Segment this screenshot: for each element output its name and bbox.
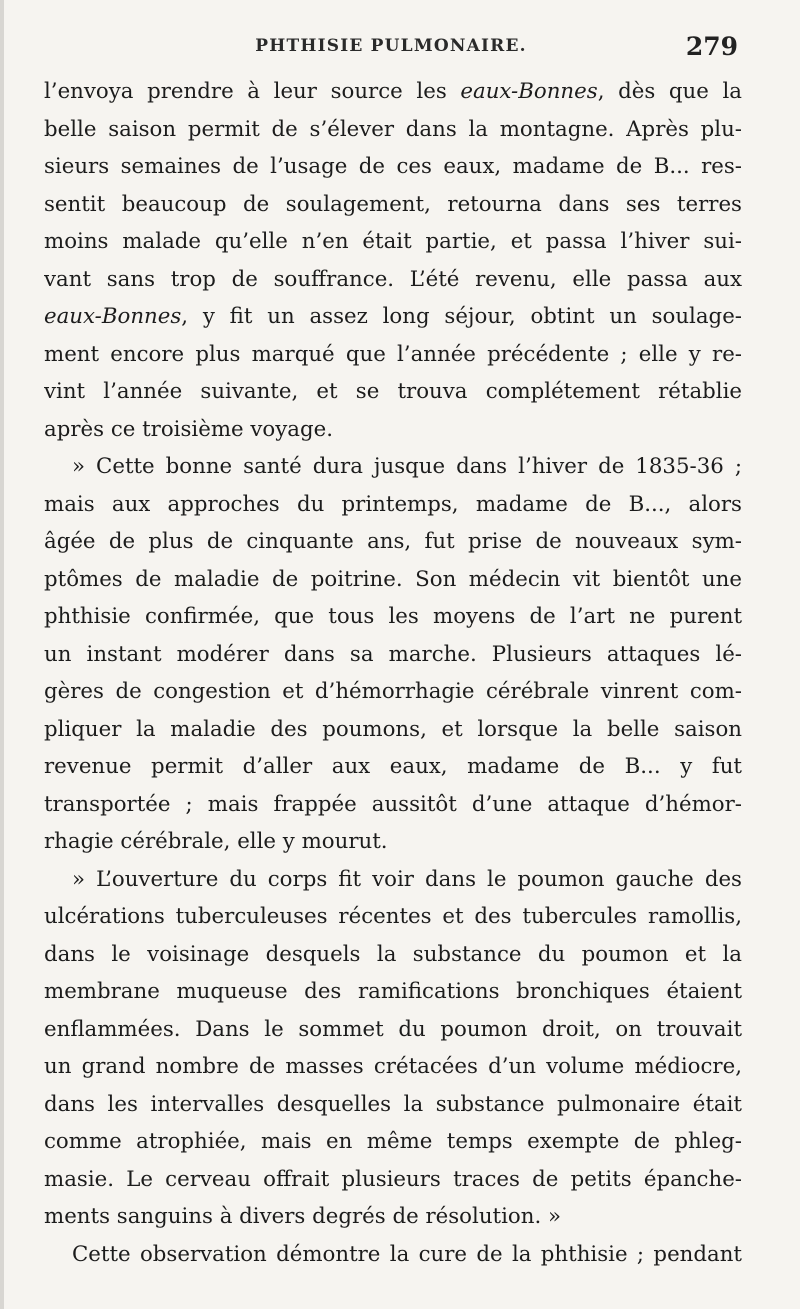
text-segment: membrane muqueuse des ramifications bronchiques étaient: [44, 979, 742, 1004]
text-segment: sentit beaucoup de soulagement, retourna dans ses terres: [44, 191, 742, 217]
text-segment: masie. Le cerveau offrait plusieurs traces de petits épanche-: [44, 1166, 742, 1192]
text-segment: revenue permit d’aller aux eaux, madame de B... y fut: [44, 754, 742, 779]
text-segment: mais aux approches du printemps, madame de B..., alors: [44, 491, 742, 517]
text-segment: gères de congestion et d’hémorrhagie cérébrale vinrent com-: [44, 679, 742, 704]
text-segment: dans le voisinage desquels la substance du poumon et la: [44, 941, 742, 967]
text-segment: ments sanguins à divers degrés de résolution. »: [44, 1204, 562, 1229]
text-line: [44, 1236, 742, 1274]
text-segment: » Cette bonne santé dura jusque dans l’hiver de 1835-36 ;: [72, 454, 742, 479]
text-segment: belle saison permit de s’élever dans la montagne. Après plu-: [44, 116, 742, 142]
text-segment: ulcérations tuberculeuses récentes et des tubercules ramollis,: [44, 904, 742, 929]
text-line: [44, 561, 742, 599]
text-segment: âgée de plus de cinquante ans, fut prise de nouveaux sym-: [44, 529, 742, 554]
running-head: [44, 30, 738, 70]
text-line: [44, 73, 742, 111]
text-line: [44, 1198, 742, 1236]
text-line: [44, 823, 742, 861]
text-segment: ptômes de maladie de poitrine. Son médecin vit bientôt une: [44, 566, 742, 592]
text-line: [44, 523, 742, 561]
text-line: [44, 448, 742, 486]
body-text: [44, 73, 742, 1273]
text-segment: moins malade qu’elle n’en était partie, et passa l’hiver sui-: [44, 229, 742, 254]
text-line: [44, 973, 742, 1011]
text-line: [44, 898, 742, 936]
italic-text: eaux-Bonnes: [460, 79, 598, 104]
page-number: 279: [685, 32, 738, 61]
text-line: [44, 261, 742, 299]
text-segment: l’envoya prendre à leur source les: [44, 79, 461, 104]
text-segment: vant sans trop de souffrance. L’été revenu, elle passa aux: [44, 266, 742, 292]
text-line: [44, 711, 742, 749]
text-line: [44, 223, 742, 261]
text-line: [44, 411, 742, 449]
text-segment: ment encore plus marqué que l’année précédente ; elle y re-: [44, 341, 742, 367]
text-line: [44, 936, 742, 974]
text-line: [44, 636, 742, 674]
text-segment: , y fit un assez long séjour, obtint un soulage-: [181, 304, 742, 329]
text-line: [44, 861, 742, 899]
text-line: [44, 673, 742, 711]
text-segment: après ce troisième voyage.: [44, 416, 333, 442]
text-segment: sieurs semaines de l’usage de ces eaux, madame de B... res-: [44, 154, 742, 179]
running-title: PHTHISIE PULMONAIRE.: [255, 36, 527, 56]
text-line: [44, 186, 742, 224]
text-line: [44, 598, 742, 636]
text-segment: comme atrophiée, mais en même temps exempte de phleg-: [44, 1129, 742, 1154]
text-line: [44, 748, 742, 786]
text-segment: dans les intervalles desquelles la substance pulmonaire était: [44, 1091, 742, 1117]
text-line: [44, 148, 742, 186]
text-segment: Cette observation démontre la cure de la phthisie ; pendant: [72, 1241, 742, 1267]
text-line: [44, 111, 742, 149]
text-segment: un grand nombre de masses crétacées d’un volume médiocre,: [44, 1054, 742, 1079]
text-line: [44, 786, 742, 824]
text-line: [44, 486, 742, 524]
text-segment: rhagie cérébrale, elle y mourut.: [44, 829, 388, 854]
text-line: [44, 1123, 742, 1161]
text-segment: phthisie confirmée, que tous les moyens de l’art ne purent: [44, 604, 742, 629]
text-line: [44, 336, 742, 374]
text-line: [44, 373, 742, 411]
text-segment: transportée ; mais frappée aussitôt d’une attaque d’hémor-: [44, 791, 742, 817]
text-line: [44, 1086, 742, 1124]
text-segment: , dès que la: [597, 79, 742, 104]
text-segment: » L’ouverture du corps fit voir dans le poumon gauche des: [72, 866, 742, 892]
text-segment: enflammées. Dans le sommet du poumon droit, on trouvait: [44, 1016, 742, 1042]
text-segment: pliquer la maladie des poumons, et lorsque la belle saison: [44, 716, 742, 742]
text-line: [44, 1161, 742, 1199]
text-segment: vint l’année suivante, et se trouva complétement rétablie: [44, 379, 742, 404]
text-line: [44, 1048, 742, 1086]
italic-text: eaux-Bonnes: [44, 304, 182, 329]
text-line: [44, 298, 742, 336]
text-line: [44, 1011, 742, 1049]
text-segment: un instant modérer dans sa marche. Plusieurs attaques lé-: [44, 641, 742, 667]
